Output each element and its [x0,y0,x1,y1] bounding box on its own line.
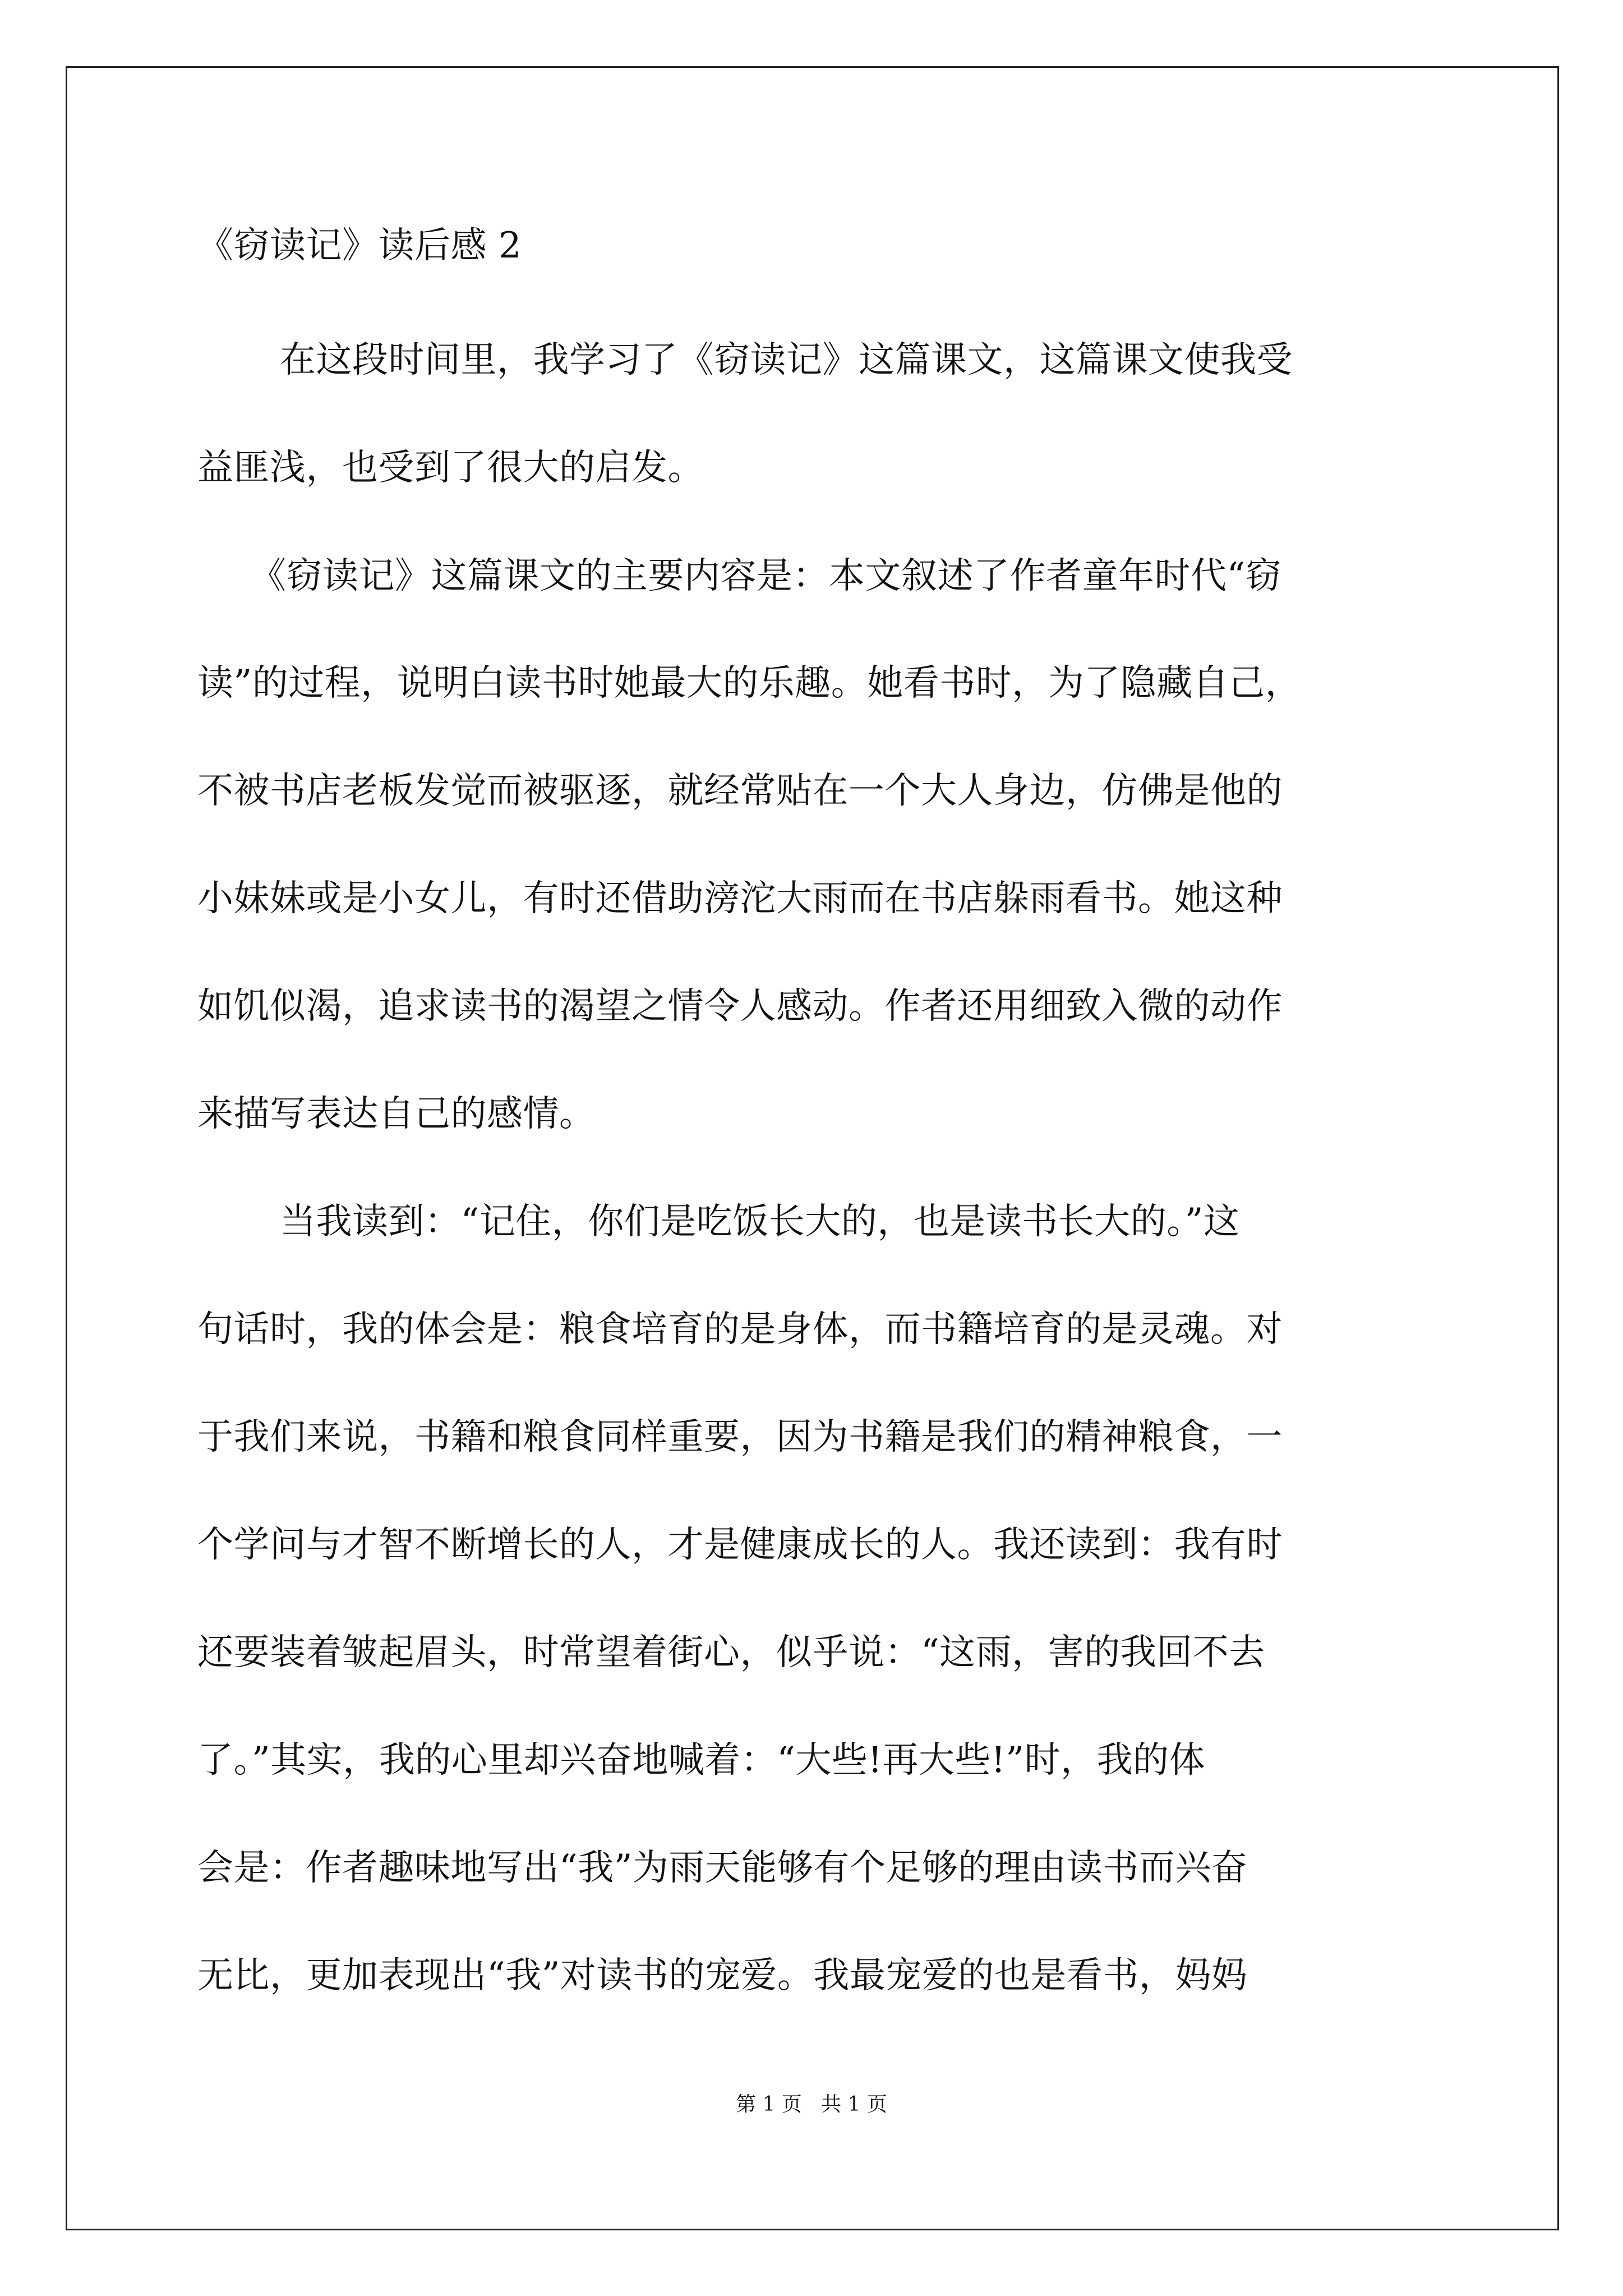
paragraph-line: 于我们来说，书籍和粮食同样重要，因为书籍是我们的精神粮食，一 [197,1416,1283,1458]
paragraph-line: 还要装着皱起眉头，时常望着街心，似乎说：“这雨，害的我回不去 [197,1632,1265,1673]
paragraph-line: 如饥似渴，追求读书的渴望之情令人感动。作者还用细致入微的动作 [197,986,1283,1027]
paragraph-line: 《窃读记》这篇课文的主要内容是：本文叙述了作者童年时代“窃 [250,555,1282,597]
paragraph-line: 会是：作者趣味地写出“我”为雨天能够有个足够的理由读书而兴奋 [197,1847,1248,1889]
paragraph-line: 不被书店老板发觉而被驱逐，就经常贴在一个大人身边，仿佛是他的 [197,770,1283,812]
paragraph-line: 当我读到：“记住，你们是吃饭长大的，也是读书长大的。”这 [280,1201,1240,1243]
paragraph-line: 小妹妹或是小女儿，有时还借助滂沱大雨而在书店躲雨看书。她这种 [197,878,1283,919]
paragraph-line: 句话时，我的体会是：粮食培育的是身体，而书籍培育的是灵魂。对 [197,1309,1283,1350]
paragraph-line: 读”的过程，说明白读书时她最大的乐趣。她看书时，为了隐藏自己， [197,662,1302,704]
paragraph-line: 了。”其实，我的心里却兴奋地喊着：“大些!再大些!”时，我的体 [197,1740,1206,1781]
document-title: 《窃读记》读后感 2 [197,225,522,266]
paragraph-line: 在这段时间里，我学习了《窃读记》这篇课文，这篇课文使我受 [280,339,1293,381]
page-border [66,66,1559,2230]
page-footer: 第 1 页 共 1 页 [736,2093,887,2116]
paragraph-line: 益匪浅，也受到了很大的启发。 [197,447,704,489]
paragraph-line: 来描写表达自己的感情。 [197,1093,596,1135]
paragraph-line: 无比，更加表现出“我”对读书的宠爱。我最宠爱的也是看书，妈妈 [197,1955,1248,1996]
paragraph-line: 个学问与才智不断增长的人，才是健康成长的人。我还读到：我有时 [197,1524,1283,1566]
